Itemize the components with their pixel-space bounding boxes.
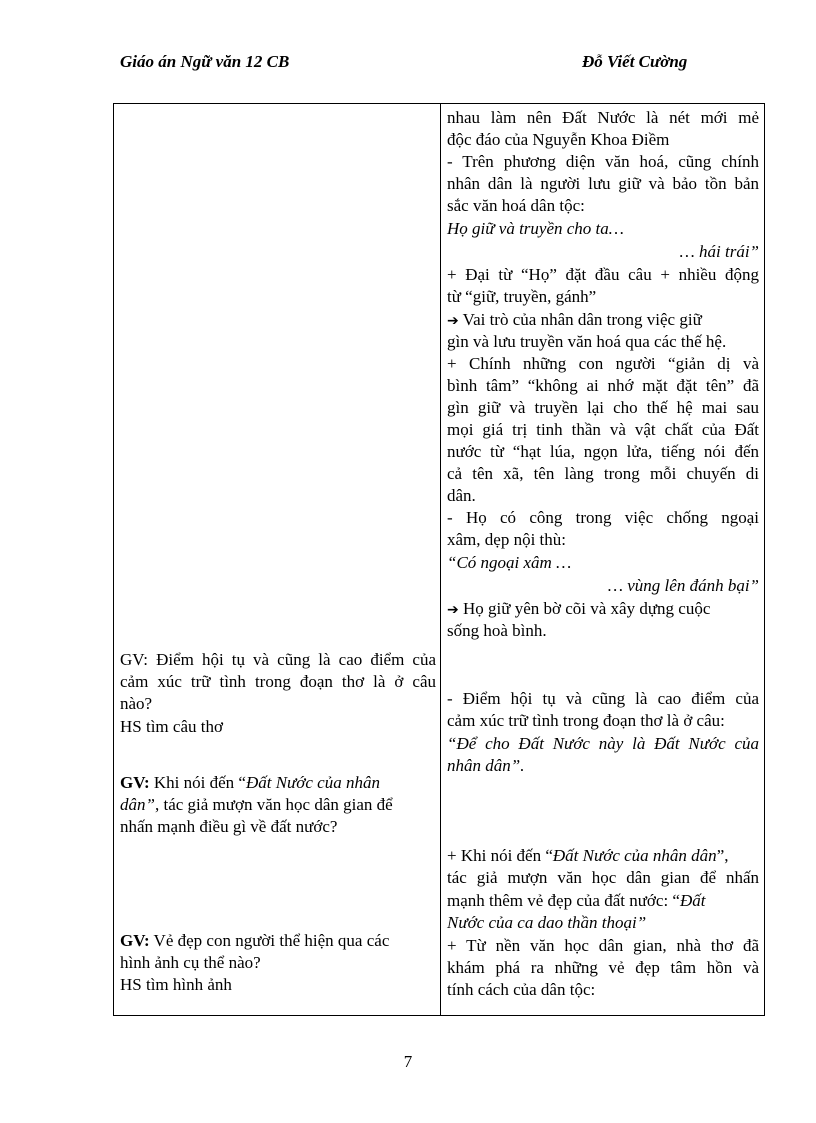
poem-line: “Có ngoại xâm …: [447, 553, 572, 572]
answer-text: Vai trò của nhân dân trong việc giữ: [458, 310, 702, 329]
answer-line: mọi giá trị tinh thần và vật chất của Đất: [447, 420, 759, 439]
answer-line: gìn và lưu truyền văn hoá qua các thế hệ.: [447, 332, 727, 351]
answer-line: nhân dân là người lưu giữ và bảo tồn bản: [447, 174, 759, 193]
answer-line: từ “giữ, truyền, gánh”: [447, 287, 597, 306]
answer-italic: Đất: [679, 891, 706, 910]
arrow-right-icon: ➔: [447, 313, 459, 329]
answer-line: + Từ nền văn học dân gian, nhà thơ đã: [447, 936, 759, 955]
answer-line: [447, 598, 759, 621]
poem-line: … hái trái”: [679, 242, 759, 261]
question-2-italic-a: Đất Nước của nhân: [245, 773, 380, 792]
answer-line: tính cách của dân tộc:: [447, 980, 596, 999]
answer-line: [447, 309, 759, 332]
answer-line: Nước của ca dao thần thoại”: [447, 913, 647, 932]
lesson-table: [113, 103, 765, 1016]
answer-line: - Điểm hội tụ và cũng là cao điểm của: [447, 689, 759, 708]
gv-label: GV:: [120, 931, 150, 950]
answer-line: cảm xúc trữ tình trong đoạn thơ là ở câu:: [447, 711, 725, 730]
question-2-italic-b: dân”: [120, 795, 155, 814]
question-3-hs: HS tìm hình ảnh: [120, 975, 232, 994]
answer-line: - Họ có công trong việc chống ngoại: [447, 508, 759, 527]
answer-italic: Đất Nước của nhân dân: [552, 846, 717, 865]
poem-line: … vùng lên đánh bại”: [607, 576, 759, 595]
answer-line: + Đại từ “Họ” đặt đầu câu + nhiều động: [447, 265, 759, 284]
poem-line: Họ giữ và truyền cho ta…: [447, 219, 624, 238]
header-left: Giáo án Ngữ văn 12 CB: [120, 52, 290, 71]
answer-line: - Trên phương diện văn hoá, cũng chính: [447, 152, 759, 171]
question-3-line-2: hình ảnh cụ thể nào?: [120, 953, 261, 972]
question-3-text: Vẻ đẹp con người thể hiện qua các: [149, 931, 390, 950]
answer-line: xâm, dẹp nội thù:: [447, 530, 566, 549]
answer-line: sắc văn hoá dân tộc:: [447, 196, 585, 215]
answer-line: nước từ “hạt lúa, ngọn lửa, tiếng nói đến: [447, 442, 759, 461]
answer-text: ”,: [716, 846, 729, 865]
column-divider: [440, 104, 441, 1015]
page-number: 7: [403, 1052, 413, 1071]
gv-label: GV:: [120, 773, 150, 792]
answer-line: cả tên xã, tên làng trong mỗi chuyến di: [447, 464, 759, 483]
answer-line: + Chính những con người “giản dị và: [447, 354, 759, 373]
answer-line: dân.: [447, 486, 476, 505]
answer-line: [447, 890, 759, 912]
arrow-right-icon: ➔: [447, 602, 459, 618]
question-1-line-2: cảm xúc trữ tình trong đoạn thơ là ở câu: [120, 672, 436, 691]
header-right: Đỗ Viết Cường: [582, 52, 688, 71]
question-1-line-3: nào?: [120, 694, 153, 713]
question-2-text-b: , tác giả mượn văn học dân gian để: [154, 795, 393, 814]
answer-line: bình tâm” “không ai nhớ mặt đặt tên” đã: [447, 376, 759, 395]
question-1-hs: HS tìm câu thơ: [120, 717, 223, 736]
answer-text: Họ giữ yên bờ cõi và xây dựng cuộc: [458, 599, 711, 618]
question-1-line-1: GV: Điểm hội tụ và cũng là cao điểm của: [120, 650, 436, 669]
question-2-text-a: Khi nói đến “: [149, 773, 246, 792]
answer-line: [447, 845, 759, 867]
question-3-line-1: [120, 930, 436, 952]
answer-line: sống hoà bình.: [447, 621, 547, 640]
answer-line: độc đáo của Nguyễn Khoa Điềm: [447, 130, 670, 149]
answer-line: tác giả mượn văn học dân gian để nhấn: [447, 868, 759, 887]
answer-line: nhân dân”.: [447, 756, 525, 775]
answer-line: nhau làm nên Đất Nước là nét mới mẻ: [447, 108, 759, 127]
answer-text: mạnh thêm vẻ đẹp của đất nước: “: [447, 891, 680, 910]
answer-line: gìn giữ và truyền lại cho thế hệ mai sau: [447, 398, 759, 417]
question-2-line-3: nhấn mạnh điều gì về đất nước?: [120, 817, 338, 836]
question-2-line-1: [120, 772, 436, 794]
answer-line: khám phá ra những vẻ đẹp tâm hồn và: [447, 958, 759, 977]
answer-text: + Khi nói đến “: [447, 846, 553, 865]
answer-line: “Để cho Đất Nước này là Đất Nước của: [447, 734, 759, 753]
question-2-line-2: [120, 794, 436, 816]
